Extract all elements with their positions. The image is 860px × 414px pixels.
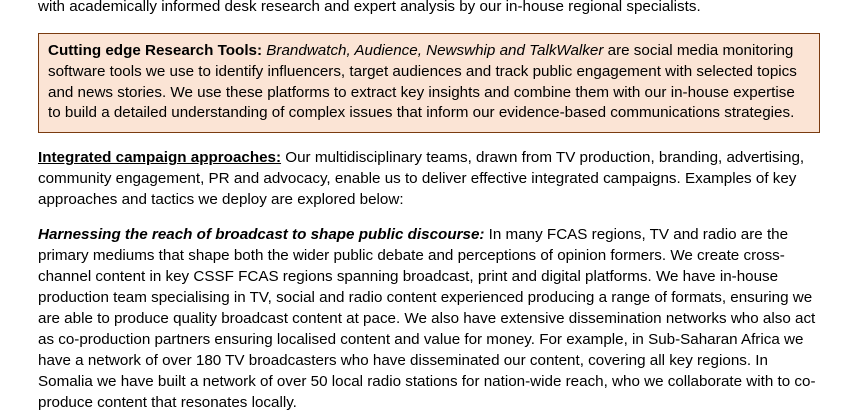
paragraph-integrated-campaign-approaches (38, 148, 820, 211)
paragraph-text-integrated-campaign-approaches: Our multidisciplinary teams, drawn from TV production, branding, advertising, community engagement, PR and advocacy, enable us to deliver effective integrated campaigns. Examples of key approaches and tactics we deploy are explored below: (38, 149, 805, 209)
paragraph-lead-integrated-campaign-approaches: Integrated campaign approaches: (38, 149, 282, 167)
callout-tool-names: Brandwatch, Audience, Newswhip and TalkWalker (266, 41, 604, 59)
callout-title: Cutting edge Research Tools: (48, 41, 263, 59)
paragraph-text-harnessing-broadcast: In many FCAS regions, TV and radio are the primary mediums that shape both the wider public debate and perceptions of opinion formers. We create cross-channel content in key CSSF FCAS regions spanning broadcast, print and digital platforms. We have in-house production team specialising in TV, social and radio content experienced producing a range of formats, ensuring we are able to produce quality broadcast content at pace. We also have extensive dissemination networks who also act as co-production partners ensuring localised content and value for money. For example, in Sub-Saharan Africa we have a network of over 180 TV broadcasters who have disseminated our content, covering all key regions. In Somalia we have built a network of over 50 local radio stations for nation-wide reach, who we collaborate with to co-produce content that resonates locally. (38, 226, 816, 411)
page-right-margin (852, 0, 860, 408)
document-body (38, 0, 820, 414)
paragraph-continuation: with academically informed desk research and expert analysis by our in-house regional specialists. (38, 0, 701, 15)
callout-body: are social media monitoring software tools we use to identify influencers, target audiences and track public engagement with selected topics and news stories. We use these platforms to extract key insights and combine them with our in-house expertise to build a detailed understanding of complex issues that inform our evidence-based communications strategies. (48, 41, 797, 122)
research-tools-callout (38, 33, 820, 133)
paragraph-harnessing-broadcast (38, 225, 820, 414)
paragraph-lead-harnessing-broadcast: Harnessing the reach of broadcast to shape public discourse: (38, 226, 485, 244)
